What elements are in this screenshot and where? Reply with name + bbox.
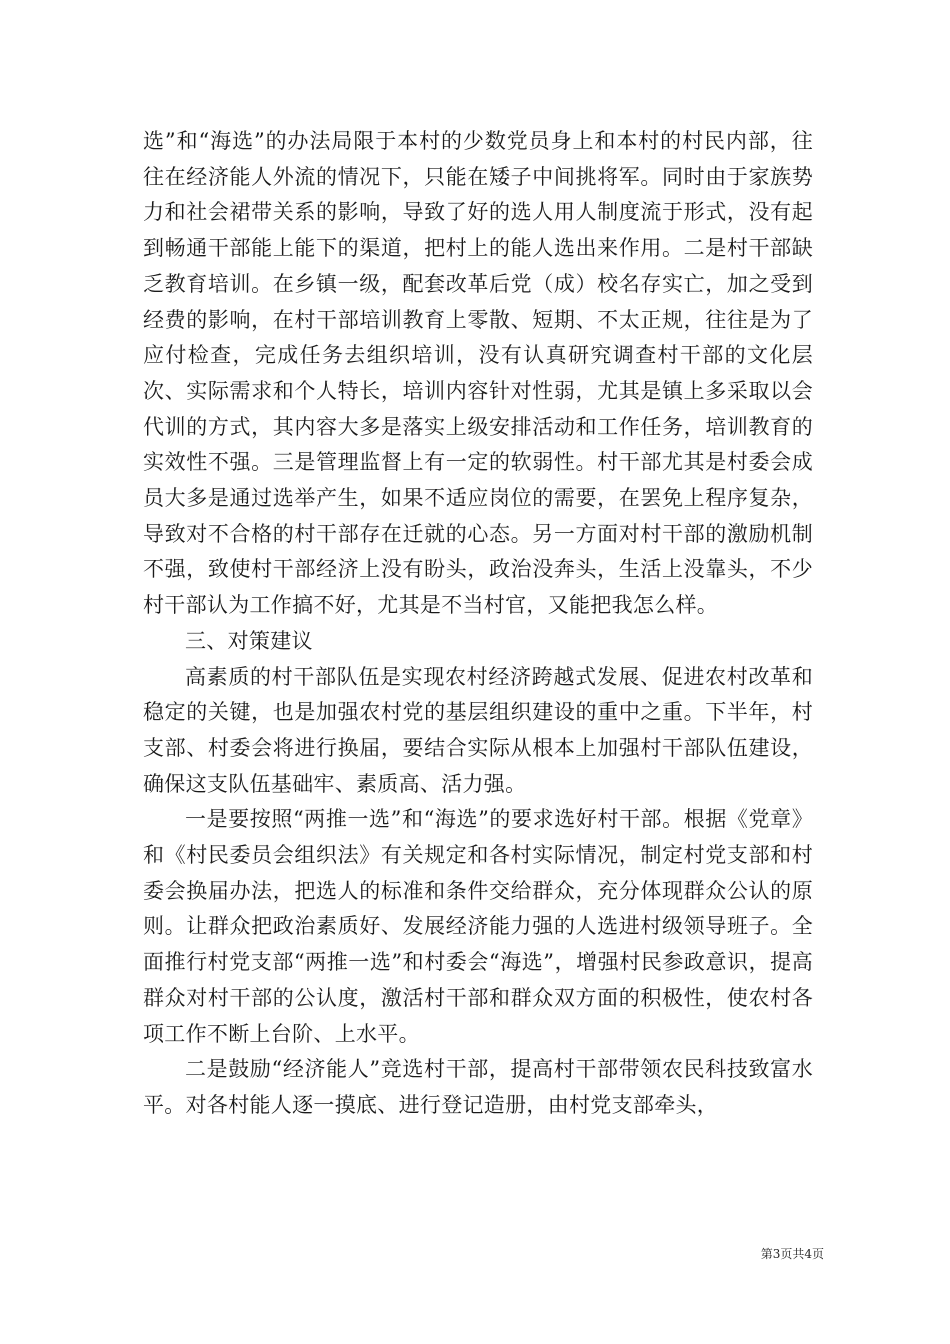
paragraph-point-2: 二是鼓励“经济能人”竞选村干部，提高村干部带领农民科技致富水平。对各村能人逐一摸底、进行登记造册，由村党支部牵头， [143, 1057, 813, 1117]
document-body [143, 124, 813, 1124]
paragraph-continued: 选”和“海选”的办法局限于本村的少数党员身上和本村的村民内部，往往在经济能人外流的情况下，只能在矮子中间挑将军。同时由于家族势力和社会裙带关系的影响，导致了好的选人用人制度流于形式，没有起到畅通干部能上能下的渠道，把村上的能人选出来作用。二是村干部缺乏教育培训。在乡镇一级，配套改革后党（成）校名存实亡，加之受到经费的影响，在村干部培训教育上零散、短期、不太正规，往往是为了应付检查，完成任务去组织培训，没有认真研究调查村干部的文化层次、实际需求和个人特长，培训内容针对性弱，尤其是镇上多采取以会代训的方式，其内容大多是落实上级安排活动和工作任务，培训教育的实效性不强。三是管理监督上有一定的软弱性。村干部尤其是村委会成员大多是通过选举产生，如果不适应岗位的需要，在罢免上程序复杂，导致对不合格的村干部存在迁就的心态。另一方面对村干部的激励机制不强，致使村干部经济上没有盼头，政治没奔头，生活上没靠头，不少村干部认为工作搞不好，尤其是不当村官，又能把我怎么样。 [143, 129, 813, 618]
paragraph-point-1: 一是要按照“两推一选”和“海选”的要求选好村干部。根据《党章》和《村民委员会组织法》有关规定和各村实际情况，制定村党支部和村委会换届办法，把选人的标准和条件交给群众，充分体现群众公认的原则。让群众把政治素质好、发展经济能力强的人选进村级领导班子。全面推行村党支部“两推一选”和村委会“海选”，增强村民参政意识，提高群众对村干部的公认度，激活村干部和群众双方面的积极性，使农村各项工作不断上台阶、上水平。 [143, 807, 813, 1046]
section-heading: 三、对策建议 [185, 628, 313, 653]
page-number-footer: 第3页共4页 [760, 1247, 824, 1261]
paragraph-intro: 高素质的村干部队伍是实现农村经济跨越式发展、促进农村改革和稳定的关键，也是加强农村党的基层组织建设的重中之重。下半年，村支部、村委会将进行换届，要结合实际从根本上加强村干部队伍建设，确保这支队伍基础牢、素质高、活力强。 [143, 664, 813, 796]
